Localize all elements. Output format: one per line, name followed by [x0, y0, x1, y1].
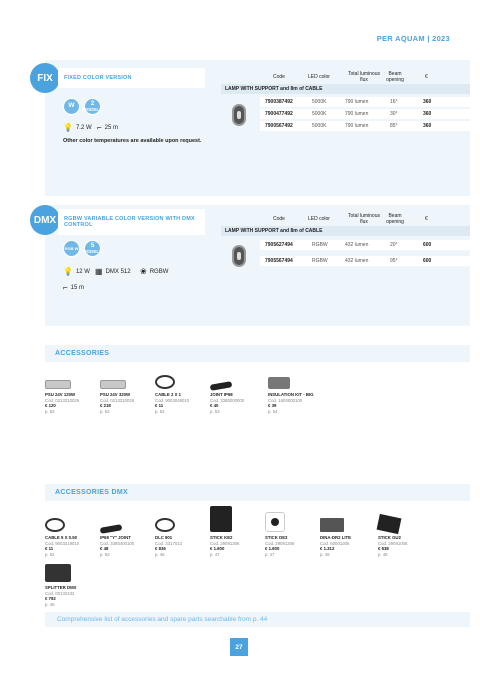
- fix-color-note: Other color temperatures are available upon request.: [63, 138, 202, 144]
- table-row: 7900477492 5000K 790 lumen 30° 360: [260, 109, 470, 119]
- accessory-item: STICK KE2 Cod. 29091306 € 1.600 p. 47: [210, 510, 270, 557]
- dmx-color-spec: ❀ RGBW: [140, 267, 169, 276]
- rgbw-badge: RGB W: [63, 240, 80, 257]
- insulation-kit-image: [268, 377, 290, 389]
- cable-image: [45, 518, 65, 532]
- accessories-section-title: ACCESSORIES: [45, 345, 470, 362]
- lamp-image: [232, 245, 246, 267]
- stick-gu2-image: [377, 514, 402, 534]
- accessories-dmx-section-title: ACCESSORIES DMX: [45, 484, 470, 501]
- fix-badge: FIX: [30, 63, 60, 93]
- fix-cable-spec: ⌐ 25 m: [97, 123, 119, 132]
- accessory-item: DINA-DR2 LITE Cod. 60001306 € 1.312 p. 48: [320, 510, 380, 557]
- lightbulb-icon: 💡: [63, 267, 73, 276]
- page-number: 27: [230, 638, 248, 656]
- accessory-item: INSULATION KIT - BIG Cod. 1600000100 € 39 p. 54: [268, 372, 328, 414]
- cable-image: [155, 375, 175, 389]
- table-row: 7900567492 5000K 790 lumen 85° 360: [260, 121, 470, 131]
- cable-icon: ⌐: [97, 123, 102, 132]
- color-wheel-icon: ❀: [140, 267, 147, 276]
- accessory-item: JOINT IP68 Cod. 3385000000 € 40 p. 53: [210, 372, 270, 414]
- fix-power-spec: 💡 7.2 W: [63, 123, 92, 132]
- table-row: 7905627494 RGBW 432 lumen 20° 600: [260, 240, 470, 250]
- table-row: 7900387492 5000K 790 lumen 16° 360: [260, 97, 470, 107]
- dlc-image: [155, 518, 175, 532]
- dmx-badge: DMX: [30, 205, 60, 235]
- dmx-icon: ▦: [95, 267, 103, 276]
- fix-version-label: FIXED COLOR VERSION: [58, 68, 205, 88]
- splitter-image: [45, 564, 71, 582]
- dina-dr2-image: [320, 518, 344, 532]
- lightbulb-icon: 💡: [63, 123, 73, 132]
- spare-parts-note: Comprehensive list of accessories and spare parts searchable from p. 44: [45, 612, 470, 627]
- accessory-item: PSU 24V 120W Cod. 0213210026 € 120 p. 52: [45, 372, 105, 414]
- models-count-badge: 5 MODELS: [84, 240, 101, 257]
- dmx-version-label: RGBW VARIABLE COLOR VERSION WITH DMX CONTROL: [58, 209, 205, 235]
- fix-table-header: Code LED color Total luminous flux Beam opening €: [273, 71, 428, 83]
- stick-de3-image: [265, 512, 285, 532]
- dmx-cable-spec: ⌐ 15 m: [63, 283, 85, 292]
- psu-image: [100, 380, 126, 389]
- white-light-badge: W: [63, 98, 80, 115]
- joint-image: [210, 381, 233, 391]
- stick-ke2-image: [210, 506, 232, 532]
- dmx-power-spec: 💡 12 W: [63, 267, 90, 276]
- lamp-image: [232, 104, 246, 126]
- accessory-item: DLC 901 Cod. 3317013 € 836 p. 46: [155, 510, 215, 557]
- accessory-item: PSU 24V 320W Cod. 0213210026 € 218 p. 52: [100, 372, 160, 414]
- accessory-item: STICK DE3 Cod. 29091306 € 1.600 p. 47: [265, 510, 325, 557]
- y-joint-image: [100, 524, 123, 534]
- accessory-item: CABLE 5 X 0.50 Cod. 9003219010 € 11 p. 52: [45, 510, 105, 557]
- dmx-table-header: Code LED color Total luminous flux Beam opening €: [273, 213, 428, 225]
- accessory-item: SPLITTER DMX Cod. 00132432 € 792 p. 46: [45, 560, 105, 607]
- dmx-support-label: LAMP WITH SUPPORT and 8m of CABLE: [221, 226, 470, 236]
- accessory-item: IP68 "Y" JOINT Cod. 3385400100 € 48 p. 53: [100, 510, 160, 557]
- accessory-item: STICK GU2 Cod. 29091006 € 638 p. 48: [378, 510, 438, 557]
- cable-icon: ⌐: [63, 283, 68, 292]
- fix-support-label: LAMP WITH SUPPORT and 8m of CABLE: [221, 84, 470, 94]
- table-row: 7905567494 RGBW 432 lumen 95° 600: [260, 256, 470, 266]
- page-header-title: PER AQUAM | 2023: [376, 34, 450, 43]
- models-count-badge: 2 MODELS: [84, 98, 101, 115]
- accessory-item: CABLE 2 X 1 Cod. 9003049010 € 11 p. 52: [155, 372, 215, 414]
- psu-image: [45, 380, 71, 389]
- dmx-protocol-spec: ▦ DMX 512: [95, 267, 131, 276]
